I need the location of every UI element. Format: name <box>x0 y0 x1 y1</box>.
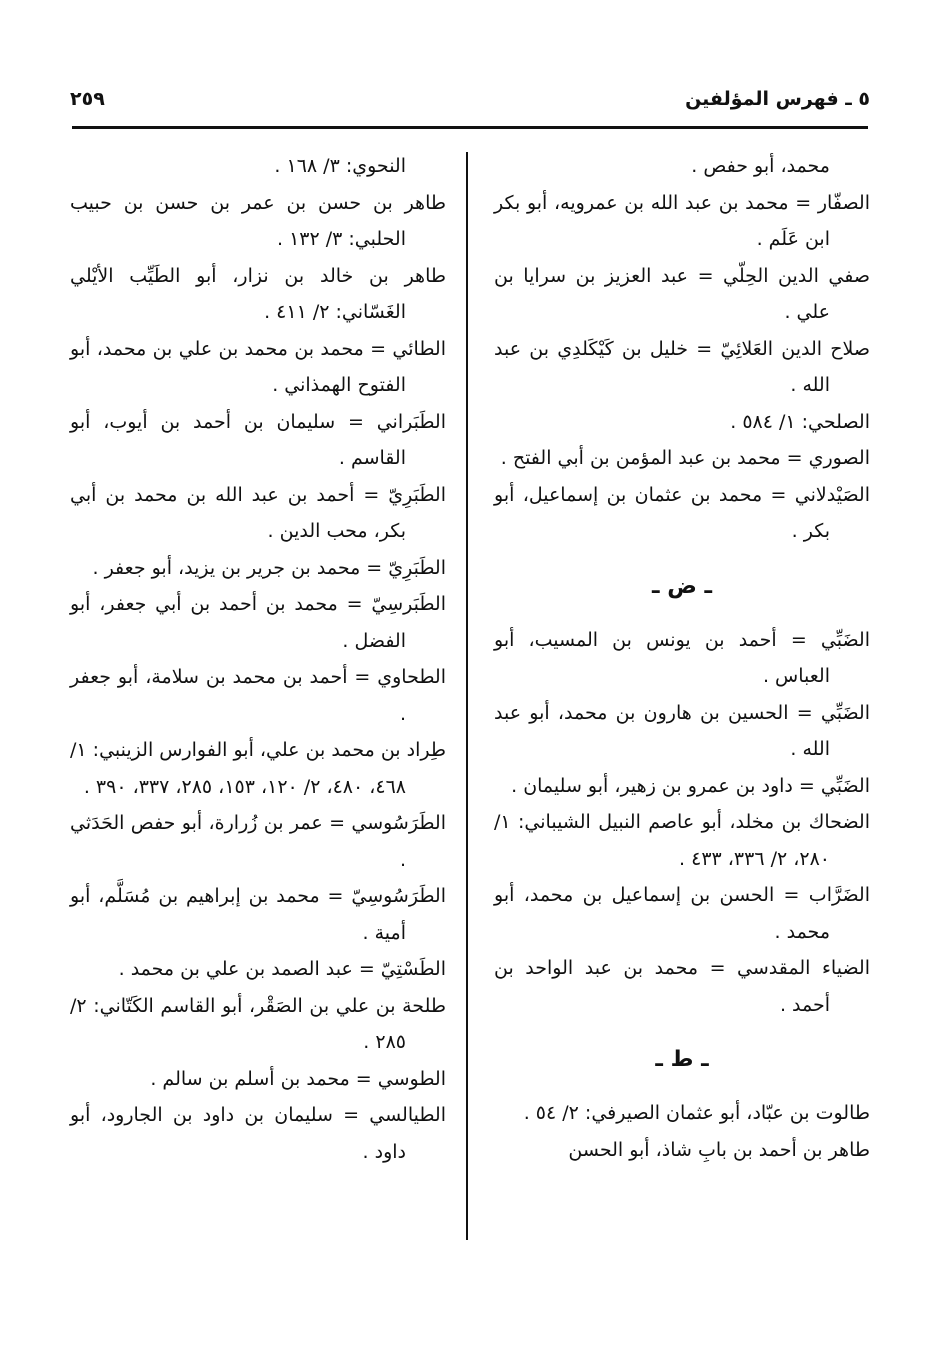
index-entry: طاهر بن أحمد بن بابِ شاذ، أبو الحسن <box>568 1138 870 1161</box>
index-entry: الطائي = محمد بن محمد بن علي بن محمد، أبو الفتوح الهمذاني . <box>70 337 446 396</box>
index-entry: صلاح الدين العَلائِيّ = خليل بن كَيْكَلدِي بن عبد الله . <box>494 337 870 396</box>
index-entry: محمد، أبو حفص . <box>691 155 830 177</box>
index-entry: الطَسْتِيّ = عبد الصمد بن علي بن محمد . <box>118 958 446 980</box>
left-column <box>70 148 446 1170</box>
index-entry: الضَبِّي = داود بن عمرو بن زهير، أبو سليمان . <box>511 774 870 797</box>
running-head <box>70 84 870 124</box>
index-entry: الصفّار = محمد بن عبد الله بن عمرويه، أبو بكر ابن عَلَم . <box>494 191 870 250</box>
index-entry: الطحاوي = أحمد بن محمد بن سلامة، أبو جعفر . <box>70 666 446 725</box>
index-entry: الطَبَرِيّ = أحمد بن عبد الله بن محمد بن أبي بكر، محب الدين . <box>70 483 446 542</box>
index-entry: الصوري = محمد بن عبد المؤمن بن أبي الفتح . <box>500 447 870 469</box>
section-heading-ta: ـ ط ـ <box>655 1047 709 1072</box>
column-divider <box>466 152 468 1240</box>
index-entry: صفي الدين الحِلّي = عبد العزيز بن سرايا بن علي . <box>494 264 870 323</box>
right-column <box>494 148 870 1168</box>
index-entry: الطَبَرسِيّ = محمد بن أحمد بن أبي جعفر، أبو الفضل . <box>70 593 446 652</box>
index-entry: الضَبِّي = أحمد بن يونس بن المسيب، أبو العباس . <box>494 628 870 687</box>
index-entry: الطَبَراني = سليمان بن أحمد بن أيوب، أبو القاسم . <box>70 410 446 469</box>
index-entry: الصلحي: ١/ ٥٨٤ . <box>730 410 870 433</box>
index-entry: الضياء المقدسي = محمد بن عبد الواحد بن أحمد . <box>494 957 870 1016</box>
header-title: ٥ ـ فهرس المؤلفين <box>685 88 870 110</box>
page-number: ٢٥٩ <box>70 88 105 110</box>
index-entry: الطوسي = محمد بن أسلم بن سالم . <box>150 1067 446 1090</box>
index-entry: طاهر بن حسن بن عمر بن حسن بن حبيب الحلبي: ٣/ ١٣٢ . <box>70 191 446 250</box>
index-entry-continuation: النحوي: ٣/ ١٦٨ . <box>274 155 406 177</box>
index-entry: طلحة بن علي بن الصَقْر، أبو القاسم الكَتّاني: ٢/ ٢٨٥ . <box>70 994 446 1053</box>
header-rule <box>72 126 868 129</box>
index-entry: الطيالسي = سليمان بن داود بن الجارود، أبو داود . <box>70 1104 446 1163</box>
index-entry: الطَرَسُوسِيّ = محمد بن إبراهيم بن مُسَلَّم، أبو أمية . <box>70 885 446 944</box>
index-entry: الضحاك بن مخلد، أبو عاصم النبيل الشيباني: ١/ ٢٨٠، ٢/ ٣٣٦، ٤٣٣ . <box>494 811 870 870</box>
section-heading-dad: ـ ض ـ <box>652 573 712 599</box>
index-entry: الطَبَرِيّ = محمد بن جرير بن يزيد، أبو جعفر . <box>92 556 446 579</box>
index-entry: الطَرَسُوسي = عمر بن زُرارة، أبو حفص الحَدَثي . <box>70 812 446 871</box>
index-entry: الضَرَّاب = الحسن بن إسماعيل بن محمد، أبو محمد . <box>494 884 870 943</box>
index-entry: الصَيْدلاني = محمد بن عثمان بن إسماعيل، أبو بكر . <box>494 483 870 542</box>
index-entry: طاهر بن خالد بن نزار، أبو الطَيِّب الأيْلي الغَسّاني: ٢/ ٤١١ . <box>70 264 446 323</box>
index-entry: طِراد بن محمد بن علي، أبو الفوارس الزينبي: ١/ ٤٦٨، ٤٨٠، ٢/ ١٢٠، ١٥٣، ٢٨٥، ٣٣٧، ٣٩٠ . <box>70 739 446 798</box>
index-entry: طالوت بن عبّاد، أبو عثمان الصيرفي: ٢/ ٥٤ . <box>523 1102 870 1124</box>
index-entry: الضَبِّي = الحسين بن هارون بن محمد، أبو عبد الله . <box>494 701 870 760</box>
